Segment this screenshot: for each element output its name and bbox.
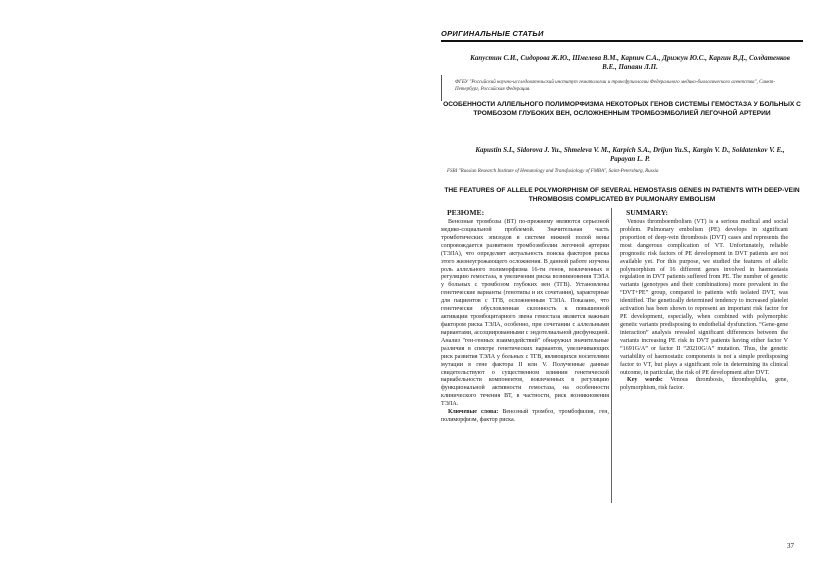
abstract-english-body: Venous thromboembolism (VT) is a serious medical and social problem. Pulmonary embolism (PE) develops in significant proportion of deep-vein thrombosis (DVT) cases and represents the most dangerous complication of VT. Unfortunately, reliable prognostic risk factors of PE development in DVT patients are not available yet. For this purpose, we studied the features of allelic polymorphism of 16 different genes involved in haemostasis regulation in DVT patients suffered from PE. The number of genetic variants (genotypes and their combinations) more prevalent in the “DVT+PE” group, compared to patients with isolated DVT, was identified. The genetically determined tendency to increased platelet activation has been shown to represent an important risk factor for PE development, especially, when combined with polymorphic genetic variants predisposing to endothelial dysfunction. “Gene-gene interaction” analysis revealed significant differences between the variants increasing PE risk in DVT patients having either factor V “1691G/A” or factor II “20210G/A” mutation. Thus, the genetic variability of haemostatic components is not a simple predisposing factor to VT, but plays a significant role in determining its clinical outcome, in particular, the risk of PE development after DVT. xyxy=(620,219,788,376)
page-number: 37 xyxy=(787,542,794,550)
article-title-english: THE FEATURES OF ALLELE POLYMORPHISM OF SEVERAL HEMOSTASIS GENES IN PATIENTS WITH DEEP-VEIN THROMBOSIS COMPLICATED BY PULMONARY EMBOLISM xyxy=(444,187,800,203)
authors-russian: Капустин С.И., Сидорова Ж.Ю., Шмелева В.М., Карпич С.А., Дрижун Ю.С., Каргин В.Д., Солдатенков В.Е., Папаян Л.П. xyxy=(470,54,790,71)
abstract-russian-heading: РЕЗЮМЕ: xyxy=(447,208,485,217)
section-header xyxy=(441,29,803,42)
abstract-english xyxy=(620,208,788,393)
keywords-english-text: Venous thrombosis, thrombophilia, gene, polymorphism, risk factor. xyxy=(620,377,788,392)
keywords-english xyxy=(620,377,788,393)
affiliation-marker-bar xyxy=(441,75,442,101)
abstract-russian xyxy=(441,208,609,425)
column-divider xyxy=(611,208,612,503)
article-title-russian: ОСОБЕННОСТИ АЛЛЕЛЬНОГО ПОЛИМОРФИЗМА НЕКОТОРЫХ ГЕНОВ СИСТЕМЫ ГЕМОСТАЗА У БОЛЬНЫХ С ТРОМБОЗОМ ГЛУБОКИХ ВЕН, ОСЛОЖНЕННЫМ ТРОМБОЭМБОЛИЕЙ ЛЕГОЧНОЙ АРТЕРИИ xyxy=(443,101,801,117)
affiliation-russian: ФГБУ "Российский научно-исследовательский институт гематологии и трансфузиологии Федерального медико-биологического агентства", Санкт-Петербург, Российская Федерация. xyxy=(455,80,775,92)
affiliation-english: FSBI "Russian Research Institute of Hematology and Transfusiology of FMBA", Saint-Petersburg, Russia xyxy=(447,169,659,174)
keywords-russian-label: Ключевые слова: xyxy=(448,409,499,416)
abstract-english-heading: SUMMARY: xyxy=(626,208,669,217)
section-rule xyxy=(441,40,803,42)
authors-english: Kapustin S.I., Sidorova J. Yu., Shmeleva V. M., Karpich S.A., Drijun Yu.S., Kargin V. D., Soldatenkov V. E., Papayan L. P. xyxy=(475,146,785,163)
affiliation-russian-block xyxy=(441,73,803,99)
abstract-russian-body: Венозные тромбозы (ВТ) по-прежнему являются серьезной медико-социальной проблемой. Значительная часть тромботических эпизодов в системе нижней полой вены сопровождается развитием тромбоэмболии легочной артерии (ТЭЛА), что определяет актуальность поиска факторов риска этого жизнеугрожающего осложнения. В данной работе изучена роль аллельного полиморфизма 16-ти генов, вовлеченных в регуляцию гемостаза, в увеличении риска возникновения ТЭЛА у больных с тромбозом глубоких вен (ТГВ). Установлены генетические варианты (генотипы и их сочетания), характерные для пациентов с ТГВ, осложненным ТЭЛА. Показано, что генетически обусловленная склонность к повышенной активации тромбоцитарного звена гемостаза является важным фактором риска ТЭЛА, особенно, при сочетании с аллельными вариантами, ассоциированными с эндотелиальной дисфункцией. Анализ "ген-генных взаимодействий" обнаружил значительные различия в спектре генетических вариантов, увеличивающих риск развития ТЭЛА у больных с ТГВ, являющихся носителями мутации в гене фактора II или V. Полученные данные свидетельствуют о существенном влиянии генетической вариабельности компонентов, вовлеченных в регуляцию функциональной активности гемостаза, на особенности клинического течения ВТ, в частности, риск возникновения ТЭЛА. xyxy=(441,219,609,408)
keywords-russian-text: Венозный тромбоз, тромбофилия, ген, полиморфизм, фактор риска. xyxy=(441,409,609,424)
section-label: ОРИГИНАЛЬНЫЕ СТАТЬИ xyxy=(441,29,544,38)
keywords-english-label: Key words: xyxy=(627,377,663,384)
keywords-russian xyxy=(441,409,609,425)
